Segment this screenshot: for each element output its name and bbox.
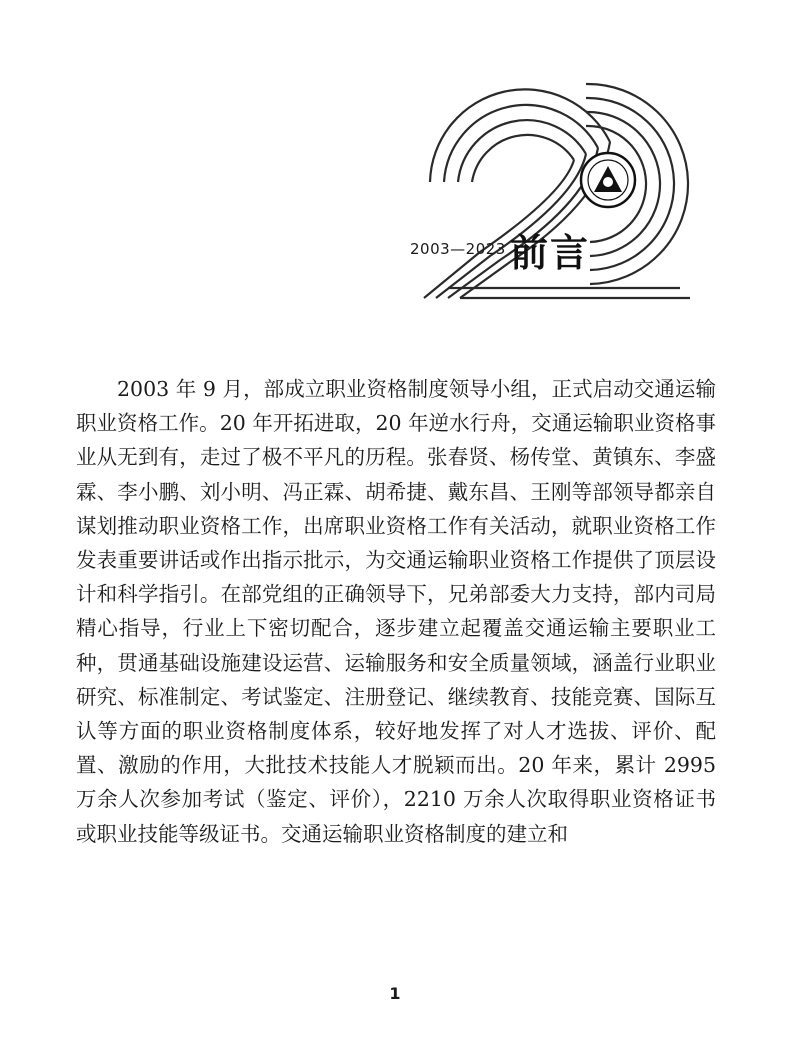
years-range: 2003—2023 [410, 240, 506, 258]
body-paragraph: 2003 年 9 月，部成立职业资格制度领导小组，正式启动交通运输职业资格工作。20 年开拓进取，20 年逆水行舟，交通运输职业资格事业从无到有，走过了极不平凡的历程。张春贤、杨传堂、黄镇东、李盛霖、李小鹏、刘小明、冯正霖、胡希捷、戴东昌、王刚等部领导都亲自谋划推动职业资格工作，出席职业资格工作有关活动，就职业资格工作发表重要讲话或作出指示批示，为交通运输职业资格工作提供了顶层设计和科学指引。在部党组的正确领导下，兄弟部委大力支持，部内司局精心指导，行业上下密切配合，逐步建立起覆盖交通运输主要职业工种，贯通基础设施建设运营、运输服务和安全质量领域，涵盖行业职业研究、标准制定、考试鉴定、注册登记、继续教育、技能竞赛、国际互认等方面的职业资格制度体系，较好地发挥了对人才选拔、评价、配置、激励的作用，大批技术技能人才脱颖而出。20 年来，累计 2995 万余人次参加考试（鉴定、评价），2210 万余人次取得职业资格证书或职业技能等级证书。交通运输职业资格制度的建立和 [76, 377, 716, 846]
page-heading: 前言 [510, 231, 591, 275]
badge-seal-icon [581, 153, 635, 207]
page-number: 1 [389, 984, 401, 1003]
